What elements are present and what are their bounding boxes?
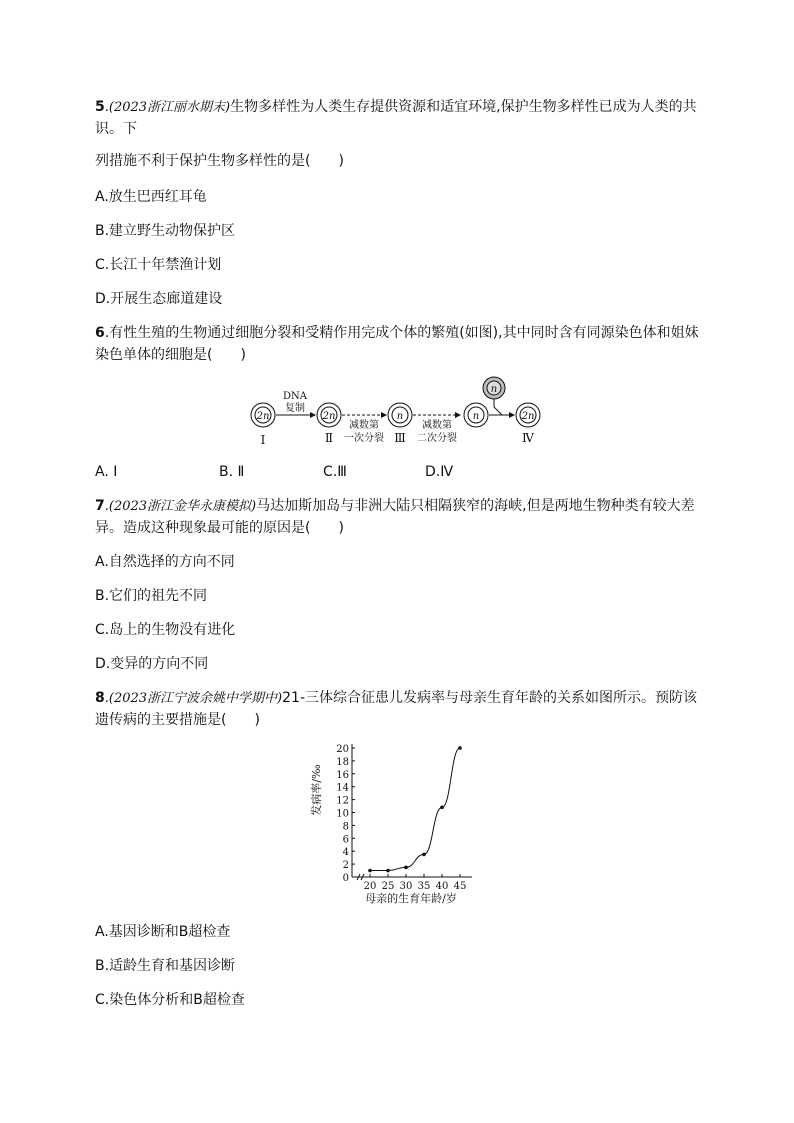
q6-option-b: B. Ⅱ xyxy=(219,464,245,480)
q7-stem-text1: 马达加斯加岛与非洲大陆只相隔狭窄的海峡,但是两地生物种类有较大差 xyxy=(256,498,695,514)
chart-y-tick-label: 2 xyxy=(342,860,349,872)
meiosis2-label-2: 二次分裂 xyxy=(417,433,457,444)
q5-stem-line3: 列措施不利于保护生物多样性的是( ) xyxy=(95,153,344,169)
chart-points xyxy=(368,746,462,872)
chart-y-tick-label: 20 xyxy=(336,744,349,755)
cell-1-label: 2n xyxy=(256,411,270,422)
q6-option-a: A. Ⅰ xyxy=(95,464,118,480)
q7-option-d: D.变异的方向不同 xyxy=(95,656,209,672)
q7-option-c: C.岛上的生物没有进化 xyxy=(95,622,236,638)
chart-y-tick-label: 14 xyxy=(336,782,349,794)
q5-stem-line1 xyxy=(95,98,697,117)
q7-number: 7 xyxy=(95,498,105,514)
dna-label: DNA xyxy=(283,391,307,402)
q6-number: 6 xyxy=(95,325,105,341)
q8-source: .(2023浙江宁波余姚中学期中) xyxy=(104,691,283,706)
chart-x-tick-label: 40 xyxy=(435,881,449,892)
chart-x-tick-label: 30 xyxy=(399,881,413,892)
meiosis1-label-1: 减数第 xyxy=(349,420,379,431)
q8-stem-line2: 遗传病的主要措施是( ) xyxy=(95,712,260,728)
q6-stem-line2: 染色单体的细胞是( ) xyxy=(95,347,246,363)
chart-point xyxy=(404,866,408,870)
cell-egg xyxy=(464,403,488,427)
chart-x-tick-label: 20 xyxy=(363,881,377,892)
roman-4: Ⅳ xyxy=(522,431,534,445)
q8-number: 8 xyxy=(95,690,105,706)
roman-2: Ⅱ xyxy=(324,431,334,445)
chart-point xyxy=(386,869,390,873)
cell-division-diagram xyxy=(240,374,560,454)
chart-y-tick-label: 18 xyxy=(336,756,349,768)
q5-number: 5 xyxy=(95,99,105,115)
chart-y-label: 发病率/‰ xyxy=(310,764,323,816)
chart-x-tick-label: 25 xyxy=(381,881,395,892)
chart-point xyxy=(440,806,444,810)
cell-sperm xyxy=(483,377,505,399)
chart-x-tick-label: 45 xyxy=(453,881,467,892)
chart-x-tick-label: 35 xyxy=(417,881,431,892)
cell-2-label: 2n xyxy=(322,411,336,422)
chart-y-tick-label: 0 xyxy=(342,873,349,884)
chart-y-tick-label: 8 xyxy=(342,821,349,833)
cell-2 xyxy=(317,403,341,427)
q8-option-c: C.染色体分析和B超检查 xyxy=(95,992,245,1008)
chart-point xyxy=(422,853,426,857)
chart-point xyxy=(368,869,372,873)
chart-point xyxy=(458,746,462,750)
q6-options xyxy=(95,464,495,482)
chart-series-line xyxy=(370,748,460,871)
q7-source: .(2023浙江金华永康模拟) xyxy=(104,499,257,514)
meiosis2-label-1: 减数第 xyxy=(422,420,452,431)
q5-option-d: D.开展生态廊道建设 xyxy=(95,291,223,307)
cell-3-label: n xyxy=(396,411,404,422)
q7-stem-line1 xyxy=(95,497,695,516)
q6-stem-line1 xyxy=(95,324,699,342)
q8-stem-line1 xyxy=(95,689,697,708)
q5-stem-text1: 生物多样性为人类生存提供资源和适宜环境,保护生物多样性已成为人类的共 xyxy=(230,99,697,115)
chart-x-label: 母亲的生育年龄/岁 xyxy=(365,892,457,905)
q5-stem-line2: 识。下 xyxy=(95,121,137,137)
replication-label: 复制 xyxy=(285,403,305,414)
roman-1: Ⅰ xyxy=(260,433,266,447)
q6-option-d: D.Ⅳ xyxy=(425,464,454,480)
q5-source: .(2023浙江丽水期末) xyxy=(104,100,231,115)
cell-sperm-label: n xyxy=(490,384,498,395)
q5-option-c: C.长江十年禁渔计划 xyxy=(95,257,222,273)
cell-4-label: 2n xyxy=(521,411,535,422)
meiosis1-label-2: 一次分裂 xyxy=(344,433,384,444)
cell-4 xyxy=(516,403,540,427)
chart-y-tick-label: 4 xyxy=(342,847,349,859)
chart-axes xyxy=(352,744,472,880)
roman-3: Ⅲ xyxy=(394,431,406,445)
q7-option-b: B.它们的祖先不同 xyxy=(95,588,208,604)
q6-stem-text1: .有性生殖的生物通过细胞分裂和受精作用完成个体的繁殖(如图),其中同时含有同源染色体和姐妹 xyxy=(104,325,699,341)
q5-option-b: B.建立野生动物保护区 xyxy=(95,223,236,239)
incidence-chart xyxy=(300,738,480,908)
cell-egg-label: n xyxy=(472,411,480,422)
q8-stem-text1: 21-三体综合征患儿发病率与母亲生育年龄的关系如图所示。预防该 xyxy=(282,690,697,706)
chart-y-tick-label: 16 xyxy=(336,769,349,781)
chart-y-tick-label: 10 xyxy=(336,808,349,820)
chart-y-tick-label: 6 xyxy=(342,834,349,846)
cell-1 xyxy=(251,403,275,427)
q5-option-a: A.放生巴西红耳龟 xyxy=(95,189,207,205)
q6-option-c: C.Ⅲ xyxy=(323,464,347,480)
q7-option-a: A.自然选择的方向不同 xyxy=(95,554,235,570)
q8-option-a: A.基因诊断和B超检查 xyxy=(95,924,231,940)
chart-y-tick-label: 12 xyxy=(336,795,349,807)
cell-3 xyxy=(388,403,412,427)
q7-stem-line2: 异。造成这种现象最可能的原因是( ) xyxy=(95,520,344,536)
q8-option-b: B.适龄生育和基因诊断 xyxy=(95,958,236,974)
